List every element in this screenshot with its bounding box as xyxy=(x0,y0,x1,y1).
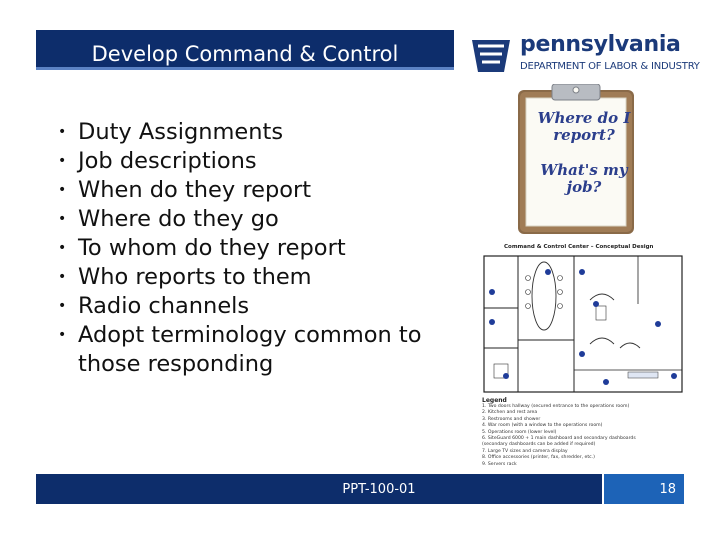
clipboard-question-1: Where do I report? xyxy=(537,109,631,144)
bullet-icon: • xyxy=(58,269,67,285)
legend-item: 8. Office accessories (printer, fax, shredder, etc.) xyxy=(482,455,595,461)
title-bar xyxy=(36,30,454,70)
document-code: PPT-100-01 xyxy=(342,482,416,497)
title-underline xyxy=(36,67,454,70)
bullet-item: • Who reports to them xyxy=(58,264,312,290)
bullet-item: • Where do they go xyxy=(58,206,279,232)
page-number: 18 xyxy=(659,482,676,497)
floorplan-caption: Command & Control Center – Conceptual Design xyxy=(504,244,654,250)
slide-title: Develop Command & Control xyxy=(91,42,399,66)
floorplan-drawing xyxy=(478,244,688,394)
floorplan-diagram xyxy=(478,244,688,394)
bullet-list xyxy=(58,118,438,379)
bullet-item: • To whom do they report xyxy=(58,235,346,261)
bullet-icon: • xyxy=(58,182,67,198)
bullet-icon: • xyxy=(58,211,67,227)
bullet-item: • Duty Assignments xyxy=(58,119,284,145)
floorplan-legend xyxy=(482,397,682,468)
logo-department: DEPARTMENT OF LABOR & INDUSTRY xyxy=(520,61,700,72)
legend-item: 6. SiteGuard 6000 + 1 main dashboard and secondary dashboards xyxy=(482,436,636,442)
clipboard-icon xyxy=(516,84,636,236)
footer-bar xyxy=(36,474,684,504)
legend-item: 9. Servers rack xyxy=(482,461,517,467)
legend-item: 7. Large TV sizes and camera display xyxy=(482,448,568,454)
legend-title: Legend xyxy=(482,397,507,404)
bullet-item: • When do they report xyxy=(58,177,312,203)
clipboard-image xyxy=(516,84,636,236)
legend-item: 4. War room (with a window to the operations room) xyxy=(482,423,603,429)
bullet-icon: • xyxy=(58,327,67,343)
legend-item: 3. Restrooms and shower xyxy=(482,416,541,422)
legend-item: 2. Kitchen and rest area xyxy=(482,410,538,416)
pa-logo xyxy=(468,32,698,78)
keystone-icon xyxy=(468,32,514,78)
bullet-icon: • xyxy=(58,153,67,169)
clipboard-question-2: What's my job? xyxy=(540,161,628,196)
bullet-icon: • xyxy=(58,298,67,314)
bullet-item: • Radio channels xyxy=(58,293,250,319)
legend-item: 1. Two doors hallway (secured entrance to the operations room) xyxy=(482,404,630,409)
bullet-item: • Job descriptions xyxy=(58,148,257,174)
legend-item: (secondary dashboards can be added if required) xyxy=(482,442,596,448)
bullet-item: • Adopt terminology common to those responding xyxy=(58,322,422,377)
bullet-icon: • xyxy=(58,240,67,256)
logo-wordmark: pennsylvania xyxy=(520,32,681,57)
legend-item: 5. Operations room (lower level) xyxy=(482,429,557,435)
bullet-icon: • xyxy=(58,124,67,140)
